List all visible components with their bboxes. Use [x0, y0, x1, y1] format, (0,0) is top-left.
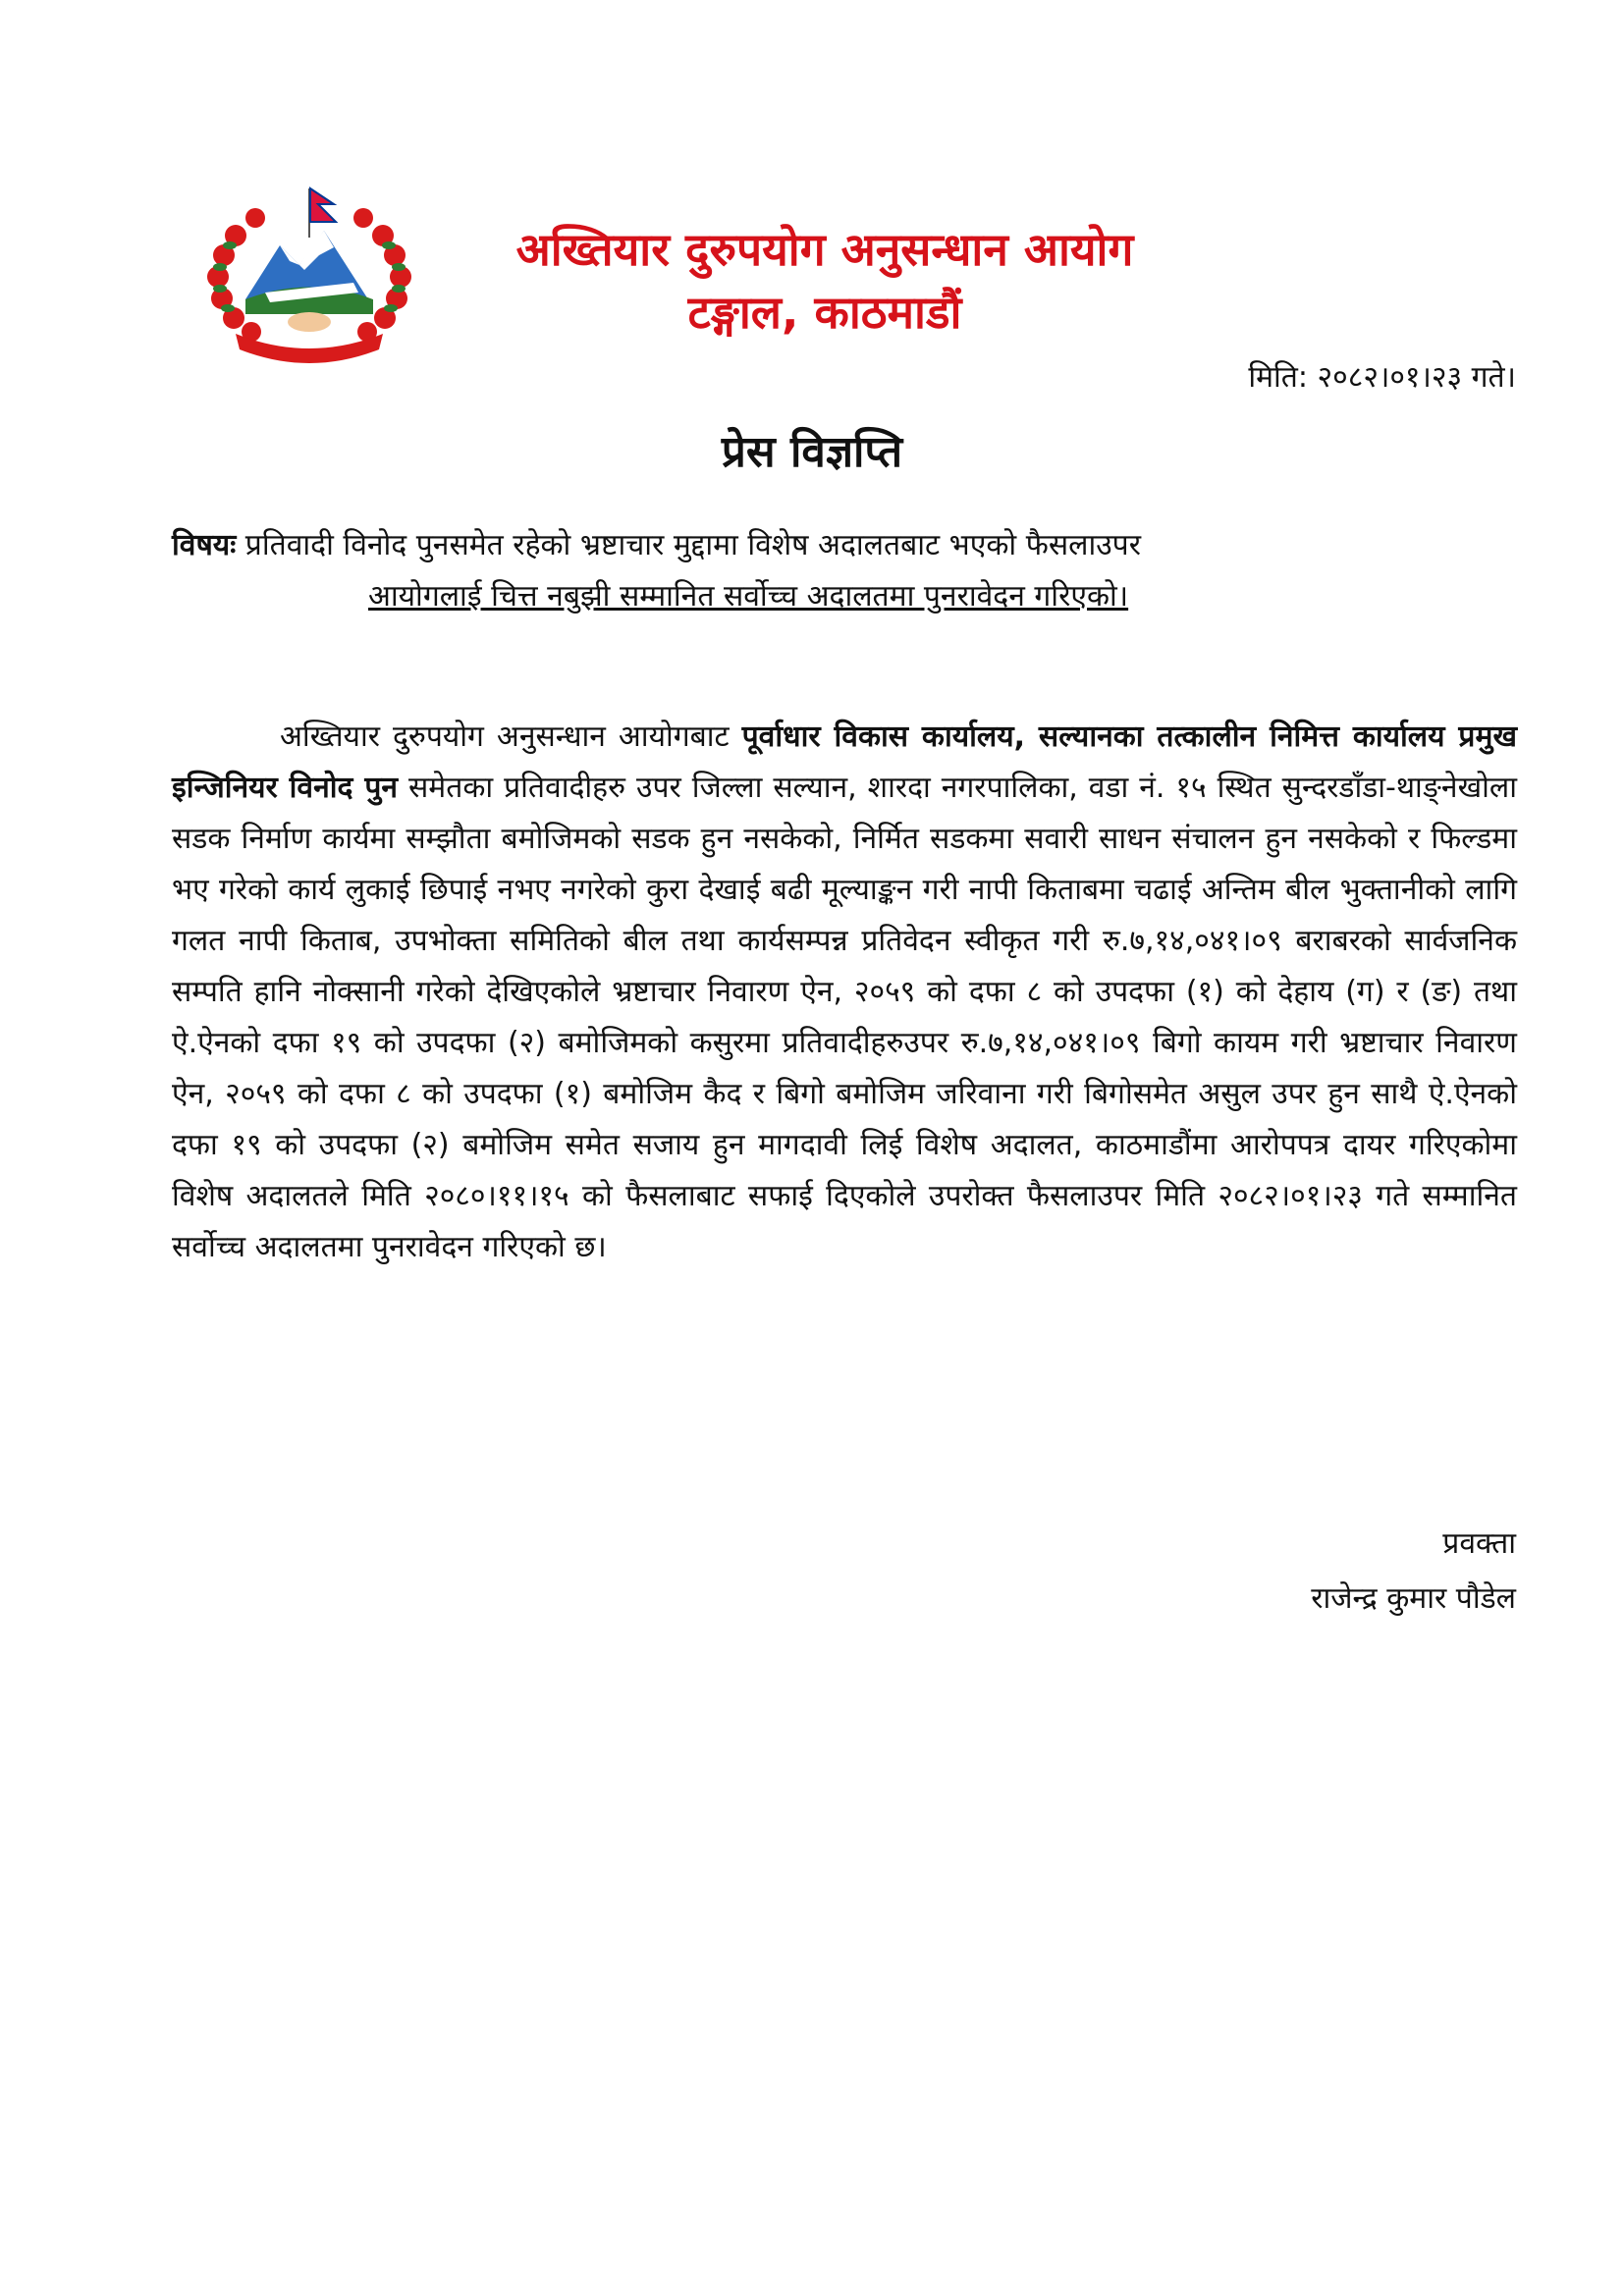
- subject-block: [172, 520, 1517, 622]
- signature-role: प्रवक्ता: [1442, 1526, 1516, 1561]
- body-paragraph: [172, 712, 1517, 1273]
- body-intro: अख्तियार दुरुपयोग अनुसन्धान आयोगबाट: [280, 720, 742, 754]
- signature-block: [1311, 1517, 1516, 1627]
- nepal-emblem-icon: [196, 177, 422, 363]
- signature-name: राजेन्द्र कुमार पौडेल: [1311, 1581, 1516, 1616]
- organization-name: अख्तियार दुरुपयोग अनुसन्धान आयोग: [515, 223, 1134, 276]
- page-title: प्रेस विज्ञप्ति: [721, 427, 903, 477]
- body-bold-text: पूर्वाधार विकास कार्यालय, सल्यानका तत्कालीन निमित्त कार्यालय प्रमुख इन्जिनियर विनोद पुन: [172, 720, 1517, 805]
- organization-address: टङ्गाल, काठमाडौं: [687, 286, 962, 339]
- subject-line-1: प्रतिवादी विनोद पुनसमेत रहेको भ्रष्टाचार मुद्दामा विशेष अदालतबाट भएको फैसलाउपर: [244, 528, 1141, 562]
- organization-header: [471, 218, 1178, 344]
- release-date: मिति: २०८२।०१।२३ गते।: [1248, 360, 1516, 395]
- subject-label: विषयः: [172, 528, 237, 562]
- body-rest: समेतका प्रतिवादीहरु उपर जिल्ला सल्यान, शारदा नगरपालिका, वडा नं. १५ स्थित सुन्दरडाँडा-थाङ्नेखोला सडक निर्माण कार्यमा सम्झौता बमोजिमको सडक हुन नसकेको, निर्मित सडकमा सवारी साधन संचालन हुन नसकेको र फिल्डमा भए गरेको कार्य लुकाई छिपाई नभए नगरेको कुरा देखाई बढी मूल्याङ्कन गरी नापी किताबमा चढाई अन्तिम बील भुक्तानीको लागि गलत नापी किताब, उपभोक्ता समितिको बील तथा कार्यसम्पन्न प्रतिवेदन स्वीकृत गरी रु.७,१४,०४१।०९ बराबरको सार्वजनिक सम्पति हानि नोक्सानी गरेको देखिएकोले भ्रष्टाचार निवारण ऐन, २०५९ को दफा ८ को उपदफा (१) को देहाय (ग) र (ङ) तथा ऐ.ऐनको दफा १९ को उपदफा (२) बमोजिमको कसुरमा प्रतिवादीहरुउपर रु.७,१४,०४१।०९ बिगो कायम गरी भ्रष्टाचार निवारण ऐन, २०५९ को दफा ८ को उपदफा (१) बमोजिम कैद र बिगो बमोजिम जरिवाना गरी बिगोसमेत असुल उपर हुन साथै ऐ.ऐनको दफा १९ को उपदफा (२) बमोजिम समेत सजाय हुन मागदावी लिई विशेष अदालत, काठमाडौंमा आरोपपत्र दायर गरिएकोमा विशेष अदालतले मिति २०८०।११।१५ को फैसलाबाट सफाई दिएकोले उपरोक्त फैसलाउपर मिति २०८२।०१।२३ गते सम्मानित सर्वोच्च अदालतमा पुनरावेदन गरिएको छ।: [172, 771, 1517, 1264]
- subject-line-2: आयोगलाई चित्त नबुझी सम्मानित सर्वोच्च अदालतमा पुनरावेदन गरिएको।: [368, 579, 1129, 614]
